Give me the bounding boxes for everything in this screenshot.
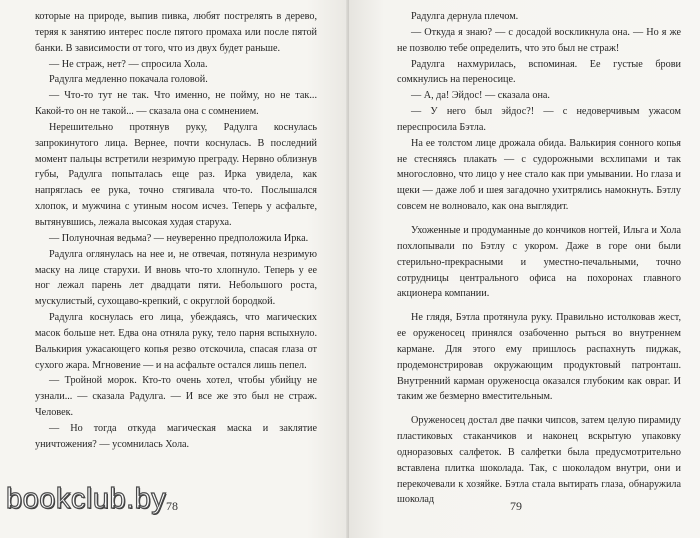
paragraph: — У него был эйдос?! — с недоверчивым ужасом переспросила Бэтла.	[397, 106, 681, 133]
left-page	[0, 0, 349, 538]
paragraph: Не глядя, Бэтла протянула руку. Правильно истолковав жест, ее оруженосец принялся озабоченно рыться во внутреннем кармане. Для этого ему пришлось распахнуть пиджак, продемонстрировав окружающим продуктовый патронташ. Внутренний карман оруженосца оказался глубоким как овраг. И таким же безмерно вместительным.	[397, 312, 681, 403]
paragraph: Нерешительно протянув руку, Радулга коснулась запрокинутого лица. Вернее, почти коснулась. В последний момент пальцы встретили незримую преграду. Нервно облизнув губы, Радулга попыталась еще раз. Ирка увидела, как напряглась ее рука, точно стягивала что-то. Послышался хлопок, и мужчина с утиным носом исчез. Теперь у асфальте, вытянувшись, лежала высокая худая старуха.	[35, 121, 317, 228]
paragraph: Радулга оглянулась на нее и, не отвечая, потянула незримую маску на лице старухи. И вновь что-то хлопнуло. Теперь у ее ног лежал парень лет двадцати пяти. Небольшого роста, мускулистый, сухощаво-крепкий, с округлой бородкой.	[35, 248, 317, 308]
paragraph: — Откуда я знаю? — с досадой воскликнула она. — Но я же не позволю тебе определить, что это был не страж!	[397, 26, 681, 54]
paragraph: Радулга медленно покачала головой.	[49, 74, 208, 86]
paragraph: — Что-то тут не так. Что именно, не пойму, но не так... Какой-то он не такой... — сказала она с сомнением.	[35, 90, 317, 118]
paragraph: Радулга дернула плечом.	[411, 11, 519, 22]
left-page-text	[35, 9, 317, 453]
page-number-right: 79	[510, 499, 522, 513]
site-watermark: bookclub.by	[6, 483, 167, 515]
paragraph: На ее толстом лице дрожала обида. Валькирия сонного копья не стесняясь плакать — с судорожными всхлипами и так многословно, что лицо у нее стало как при умывании. Но глаза и щеки — даже лоб и шея загадочно ухитрялись намокнуть. Бэтлу совсем не волновало, как она выглядит.	[397, 137, 681, 213]
paragraph: которые на природе, выпив пивка, любят пострелять в дерево, теряя к занятию интерес после пятого промаха или после пятой банки. В зависимости от того, что из двух будет раньше.	[35, 11, 317, 54]
paragraph: — Полуночная ведьма? — неуверенно предположила Ирка.	[49, 232, 309, 244]
paragraph: — А, да! Эйдос! — сказала она.	[411, 90, 550, 102]
paragraph: Радулга нахмурилась, вспоминая. Ее густые брови сомкнулись на переносице.	[397, 58, 681, 86]
paragraph: Радулга коснулась его лица, убеждаясь, что магических масок больше нет. Едва она отняла руку, тело парня вспыхнуло. Валькирия ужасающего копья резво отскочила, спасая глаза от сухого жара. Мгновение — и на асфальте остался лишь пепел.	[35, 312, 317, 371]
right-page	[349, 0, 700, 538]
page-number-left: 78	[166, 499, 178, 513]
paragraph: — Тройной морок. Кто-то очень хотел, чтобы убийцу не узнали... — сказала Радулга. — И все же это был не страж. Человек.	[35, 375, 317, 419]
paragraph: Оруженосец достал две пачки чипсов, затем целую пирамиду пластиковых стаканчиков и наконец вскрытую упаковку одноразовых салфеток. В салфетки была предусмотрительно вставлена плитка шоколада. Так, с шоколадом внутри, они и перекочевали к хозяйке. Бэтла стала вытирать глаза, обнаружила шоколад	[397, 415, 681, 506]
paragraph: Ухоженные и продуманные до кончиков ногтей, Ильга и Хола похлопывали по Бэтлу с укором. Даже в горе они были стерильно-прекрасными и уместно-печальными, точно сотрудницы центрального офиса на похоронах главного акционера компании.	[397, 224, 681, 300]
paragraph: — Не страж, нет? — спросила Хола.	[49, 58, 208, 70]
paragraph: — Но тогда откуда магическая маска и заклятие уничтожения? — усомнилась Хола.	[35, 422, 317, 450]
right-page-text	[397, 9, 681, 508]
